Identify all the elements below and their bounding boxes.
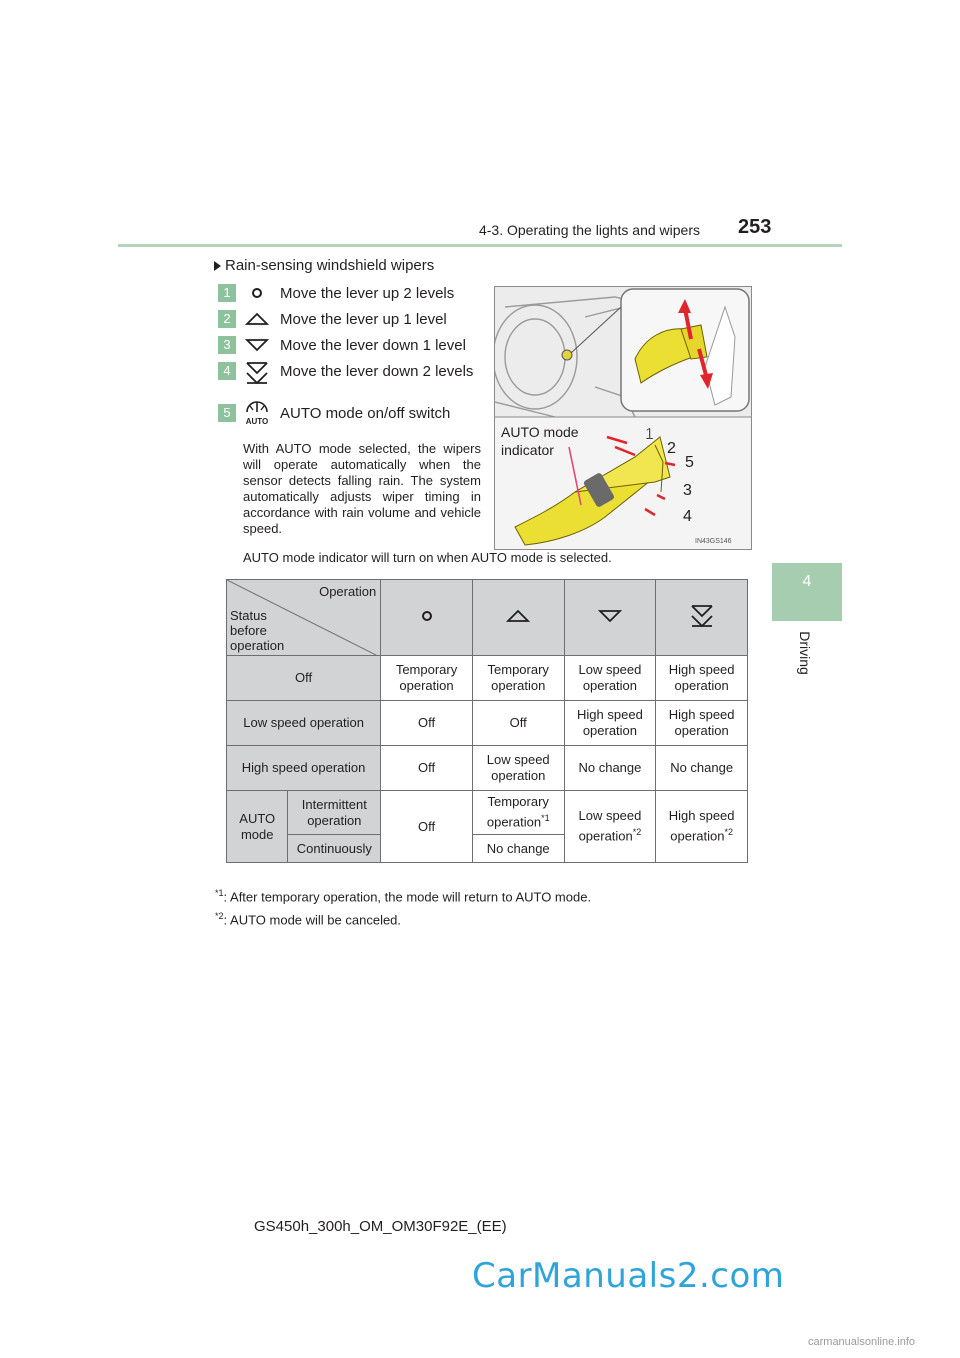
section-title: 4-3. Operating the lights and wipers [478, 222, 700, 238]
triangle-down-icon [242, 334, 272, 356]
col-triangle-down-icon [564, 580, 656, 656]
table-cell: Off [381, 791, 473, 863]
single-circle-icon [242, 282, 272, 304]
item-number-5: 5 [218, 404, 236, 422]
manual-code: GS450h_300h_OM_OM30F92E_(EE) [254, 1218, 507, 1235]
svg-text:indicator: indicator [501, 442, 554, 458]
svg-text:AUTO: AUTO [245, 417, 269, 426]
auto-indicator-note: AUTO mode indicator will turn on when AUTO mode is selected. [243, 550, 612, 565]
item-label-3: Move the lever down 1 level [280, 337, 466, 354]
footnote-2: $^{*2}$: AUTO mode will be canceled. [215, 911, 402, 928]
status-before-header: Status before operation [230, 608, 285, 653]
table-cell: High speed operation [656, 656, 748, 701]
auto-sub-continuously: Continuously [288, 835, 381, 863]
svg-text:5: 5 [685, 454, 694, 471]
row-label-off: Off [227, 656, 381, 701]
row-label-high: High speed operation [227, 746, 381, 791]
item-label-1: Move the lever up 2 levels [280, 285, 455, 302]
triangle-up-icon [242, 308, 272, 330]
double-triangle-down-icon [242, 360, 272, 386]
table-cell: Temporary operation$^{*1}$ [472, 791, 564, 835]
intro-heading: Rain-sensing windshield wipers [225, 257, 435, 274]
table-cell: Off [381, 701, 473, 746]
wiper-lever-illustration [494, 286, 752, 550]
row-label-low: Low speed operation [227, 701, 381, 746]
chapter-number: 4 [802, 573, 812, 590]
table-cell: No change [656, 746, 748, 791]
svg-text:IN43GS146: IN43GS146 [695, 538, 732, 545]
auto-wiper-icon [242, 398, 272, 426]
table-cell: High speed operation$^{*2}$ [656, 791, 748, 863]
item-number-4: 4 [218, 362, 236, 380]
col-single-circle-icon [381, 580, 473, 656]
item-label-4: Move the lever down 2 levels [280, 363, 474, 380]
table-cell: Temporary operation [472, 656, 564, 701]
svg-text:4: 4 [683, 508, 692, 525]
auto-mode-description: With AUTO mode selected, the wipers will operate automatically when the sensor detects falling rain. The system automatically adjusts wiper timing in accordance with rain volume and vehicle speed. [243, 441, 481, 536]
footnote-1: $^{*1}$: After temporary operation, the mode will return to AUTO mode. [215, 888, 592, 905]
item-number-3: 3 [218, 336, 236, 354]
chapter-label: Driving [797, 631, 813, 675]
watermark-logo: CarManuals2.com [472, 1256, 785, 1296]
table-cell: Off [381, 746, 473, 791]
page-number: 253 [738, 216, 772, 238]
table-cell: Low speed operation [472, 746, 564, 791]
chapter-tab [772, 563, 842, 621]
item-label-5: AUTO mode on/off switch [280, 405, 451, 422]
operation-header: Operation [319, 584, 377, 599]
table-cell: Off [472, 701, 564, 746]
table-cell: Low speed operation$^{*2}$ [564, 791, 656, 863]
table-row [227, 791, 748, 835]
svg-text:AUTO mode: AUTO mode [501, 424, 579, 440]
header-divider [118, 244, 842, 247]
table-cell: High speed operation [656, 701, 748, 746]
svg-text:2: 2 [667, 440, 676, 457]
table-row [227, 656, 748, 701]
table-cell: High speed operation [564, 701, 656, 746]
item-number-2: 2 [218, 310, 236, 328]
row-label-auto: AUTO mode [227, 791, 288, 863]
col-double-triangle-down-icon [656, 580, 748, 656]
table-cell: No change [472, 835, 564, 863]
svg-text:1: 1 [645, 426, 654, 443]
table-cell: No change [564, 746, 656, 791]
item-number-1: 1 [218, 284, 236, 302]
item-label-2: Move the lever up 1 level [280, 311, 447, 328]
auto-sub-intermittent: Intermittent operation [288, 791, 381, 835]
bullet-arrow-icon [214, 259, 222, 277]
svg-text:3: 3 [683, 482, 692, 499]
wiper-operation-table [226, 579, 748, 863]
table-row [227, 746, 748, 791]
watermark-footer: carmanualsonline.info [808, 1336, 916, 1348]
table-cell: Low speed operation [564, 656, 656, 701]
table-cell: Temporary operation [381, 656, 473, 701]
table-corner-header [227, 580, 381, 656]
col-triangle-up-icon [472, 580, 564, 656]
table-row [227, 701, 748, 746]
